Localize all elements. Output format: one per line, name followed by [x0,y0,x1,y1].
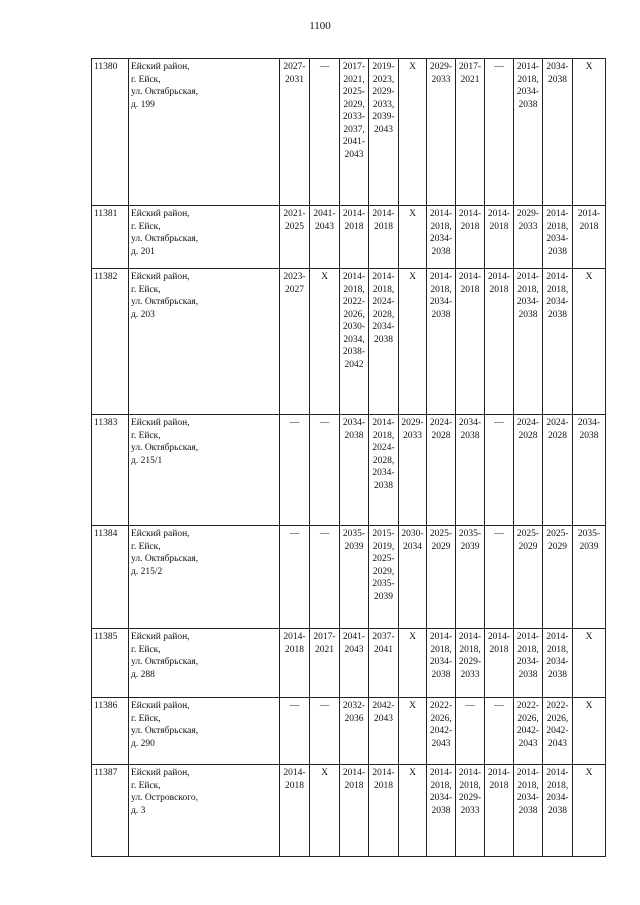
period-text: X [409,768,416,778]
row-number: 11384 [92,526,129,629]
period-cell [427,629,456,698]
period-cell [369,269,399,415]
period-text: 2014- 2018 [283,632,306,655]
period-text: 2042- 2043 [372,701,395,724]
row-number: 11386 [92,698,129,765]
period-cell [310,59,340,206]
period-cell [340,629,369,698]
period-cell [573,629,606,698]
period-text: 2023- 2027 [283,272,306,295]
period-text: 2014- 2018, 2034- 2038 [516,632,540,680]
period-text: X [409,62,416,72]
period-cell [456,206,485,269]
period-text: — [494,529,504,539]
period-cell [456,526,485,629]
period-cell [399,269,427,415]
period-text: 2041- 2043 [313,209,336,232]
period-text: 2025- 2029 [429,529,453,552]
period-text: 2022- 2026, 2042- 2043 [429,701,453,749]
period-text: 2015- 2019, 2025- 2029, 2035- 2039 [372,529,395,602]
period-text: 2025- 2029 [516,529,540,552]
period-text: X [585,272,593,282]
period-text: 2025- 2029 [546,529,569,552]
period-text: — [494,701,504,711]
address-text: Ейский район, г. Ейск, ул. Октябрьская, д. 199 [131,62,199,110]
address-text: Ейский район, г. Ейск, ул. Октябрьская, д. 215/1 [131,418,199,466]
period-cell [427,206,456,269]
address-text: Ейский район, г. Ейск, ул. Октябрьская, д. 215/2 [131,529,199,577]
period-cell [340,59,369,206]
period-cell [280,698,310,765]
address-text: Ейский район, г. Ейск, ул. Октябрьская, д. 290 [131,701,199,749]
period-text: 2019- 2023, 2029- 2033, 2039- 2043 [372,62,395,135]
period-cell [369,59,399,206]
period-cell [514,206,543,269]
period-text: X [409,209,416,219]
period-cell [369,206,399,269]
period-text: — [319,529,330,539]
period-cell [456,59,485,206]
period-text: — [465,701,475,711]
period-cell [369,415,399,526]
period-text: X [409,272,416,282]
address-cell [129,59,280,206]
period-cell [310,698,340,765]
period-text: 2014- 2018, 2034- 2038 [516,62,540,110]
period-cell [573,526,606,629]
period-text: — [289,418,300,428]
period-text: 2022- 2026, 2042- 2043 [516,701,540,749]
table-row [92,59,606,206]
period-cell [514,59,543,206]
period-cell [280,206,310,269]
period-cell [573,269,606,415]
table-row [92,415,606,526]
period-cell [427,269,456,415]
period-cell [543,526,573,629]
period-cell [427,526,456,629]
period-text: 2014- 2018 [372,768,395,791]
period-text: 2029- 2033 [516,209,540,232]
period-text: X [321,768,328,778]
period-cell [340,765,369,857]
period-cell [573,415,606,526]
period-cell [399,206,427,269]
period-cell [399,698,427,765]
table-row [92,526,606,629]
table-row [92,206,606,269]
address-cell [129,526,280,629]
period-cell [485,269,514,415]
period-text: 2014- 2018 [487,209,511,232]
period-cell [310,269,340,415]
period-text: 2014- 2018 [487,632,511,655]
period-cell [369,698,399,765]
period-text: 2014- 2018 [283,768,306,791]
period-cell [340,698,369,765]
row-number: 11380 [92,59,129,206]
period-text: 2014- 2018 [342,209,366,232]
period-text: 2014- 2018, 2034- 2038 [546,632,569,680]
period-cell [399,765,427,857]
address-cell [129,765,280,857]
period-text: X [409,632,416,642]
period-text: 2017- 2021 [458,62,482,85]
row-number: 11381 [92,206,129,269]
period-cell [543,269,573,415]
period-cell [427,415,456,526]
period-cell [399,59,427,206]
period-cell [485,526,514,629]
period-cell [340,415,369,526]
period-cell [369,629,399,698]
period-cell [485,765,514,857]
period-text: 2014- 2018, 2034- 2038 [429,272,453,320]
period-text: 2014- 2018, 2034- 2038 [429,632,453,680]
period-text: 2014- 2018 [342,768,366,791]
period-cell [573,59,606,206]
period-text: 2014- 2018 [577,209,601,232]
period-text: 2017- 2021, 2025- 2029, 2033- 2037, 2041- 2043 [342,62,366,160]
period-cell [369,765,399,857]
period-text: 2030- 2034 [401,529,424,552]
address-text: Ейский район, г. Ейск, ул. Октябрьская, д. 288 [131,632,199,680]
period-cell [456,415,485,526]
period-cell [456,698,485,765]
period-text: 2014- 2018, 2034- 2038 [516,768,540,816]
address-cell [129,629,280,698]
period-text: 2017- 2021 [313,632,336,655]
address-text: Ейский район, г. Ейск, ул. Октябрьская, д. 203 [131,272,199,320]
address-cell [129,206,280,269]
period-text: 2014- 2018 [487,272,511,295]
period-text: 2014- 2018 [487,768,511,791]
table-row [92,698,606,765]
address-cell [129,698,280,765]
period-cell [310,765,340,857]
page-number: 1100 [309,20,331,32]
period-text: X [585,768,593,778]
period-text: 2014- 2018 [458,272,482,295]
row-number: 11382 [92,269,129,415]
period-text: 2034- 2038 [342,418,366,441]
period-cell [543,765,573,857]
period-cell [399,629,427,698]
period-text: 2034- 2038 [546,62,569,85]
period-cell [573,698,606,765]
register-table-body [92,59,606,857]
period-cell [514,698,543,765]
period-text: — [319,62,330,72]
period-cell [514,415,543,526]
period-cell [543,698,573,765]
period-cell [427,765,456,857]
period-cell [427,698,456,765]
period-text: 2014- 2018, 2024- 2028, 2034- 2038 [372,272,395,345]
period-text: 2014- 2018, 2034- 2038 [429,209,453,257]
address-cell [129,415,280,526]
period-cell [340,206,369,269]
period-text: 2041- 2043 [342,632,366,655]
period-text: — [319,701,330,711]
period-text: 2014- 2018, 2029- 2033 [458,632,482,680]
period-cell [514,526,543,629]
period-text: 2029- 2033 [429,62,453,85]
period-cell [427,59,456,206]
period-cell [485,206,514,269]
period-text: X [321,272,328,282]
row-number: 11387 [92,765,129,857]
period-text: 2014- 2018 [372,209,395,232]
period-text: 2035- 2039 [577,529,601,552]
period-text: 2035- 2039 [342,529,366,552]
table-row [92,629,606,698]
period-cell [310,206,340,269]
row-number: 11383 [92,415,129,526]
period-cell [543,415,573,526]
period-text: 2034- 2038 [458,418,482,441]
period-cell [573,206,606,269]
period-cell [514,269,543,415]
period-cell [340,526,369,629]
period-cell [485,698,514,765]
period-cell [310,526,340,629]
period-text: 2014- 2018, 2034- 2038 [516,272,540,320]
period-cell [280,269,310,415]
period-text: X [409,701,416,711]
period-text: 2014- 2018, 2024- 2028, 2034- 2038 [372,418,395,491]
period-cell [456,629,485,698]
period-text: 2014- 2018, 2034- 2038 [546,209,569,257]
period-cell [310,415,340,526]
period-cell [543,629,573,698]
register-table [91,58,606,857]
period-text: 2014- 2018, 2022- 2026, 2030- 2034, 2038- 2042 [342,272,366,370]
period-cell [399,526,427,629]
period-cell [280,629,310,698]
period-cell [280,526,310,629]
table-row [92,765,606,857]
period-text: — [494,418,504,428]
period-text: — [319,418,330,428]
period-text: 2014- 2018, 2034- 2038 [429,768,453,816]
period-text: 2034- 2038 [577,418,601,441]
period-text: 2014- 2018, 2029- 2033 [458,768,482,816]
address-cell [129,269,280,415]
period-text: 2014- 2018, 2034- 2038 [546,768,569,816]
period-text: — [289,529,300,539]
period-cell [280,765,310,857]
period-cell [280,59,310,206]
period-cell [485,415,514,526]
period-text: 2037- 2041 [372,632,395,655]
period-text: 2027- 2031 [283,62,306,85]
period-text: 2024- 2028 [546,418,569,441]
period-cell [514,765,543,857]
period-text: 2022- 2026, 2042- 2043 [546,701,569,749]
period-cell [543,59,573,206]
period-cell [456,269,485,415]
period-text: 2014- 2018, 2034- 2038 [546,272,569,320]
address-text: Ейский район, г. Ейск, ул. Октябрьская, д. 201 [131,209,199,257]
period-cell [399,415,427,526]
period-text: X [585,632,593,642]
period-cell [543,206,573,269]
period-cell [310,629,340,698]
period-text: — [289,701,300,711]
period-text: 2032- 2036 [342,701,366,724]
row-number: 11385 [92,629,129,698]
period-text: 2024- 2028 [516,418,540,441]
period-cell [573,765,606,857]
period-text: X [585,701,593,711]
period-text: X [585,62,593,72]
period-text: 2021- 2025 [283,209,306,232]
period-cell [485,59,514,206]
period-text: 2014- 2018 [458,209,482,232]
period-cell [485,629,514,698]
address-text: Ейский район, г. Ейск, ул. Островского, д. 3 [131,768,198,816]
period-cell [340,269,369,415]
period-cell [280,415,310,526]
period-text: 2024- 2028 [429,418,453,441]
period-cell [514,629,543,698]
table-row [92,269,606,415]
period-text: 2029- 2033 [401,418,424,441]
period-cell [369,526,399,629]
period-text: — [494,62,504,72]
period-text: 2035- 2039 [458,529,482,552]
period-cell [456,765,485,857]
